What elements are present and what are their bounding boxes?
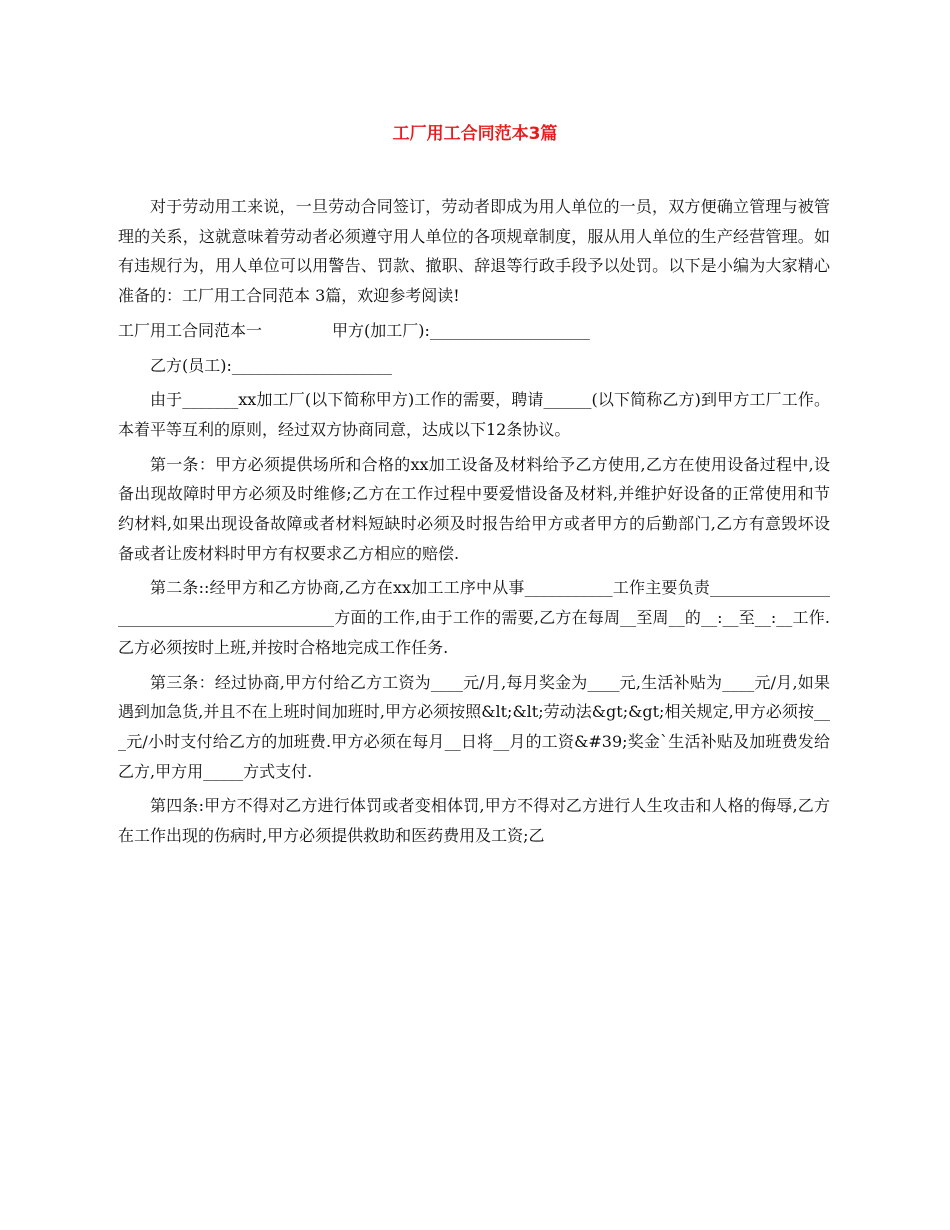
intro-paragraph: 对于劳动用工来说，一旦劳动合同签订，劳动者即成为用人单位的一员，双方便确立管理与被管理的关系，这就意味着劳动者必须遵守用人单位的各项规章制度，服从用人单位的生产经营管理。如有违规行为，用人单位可以用警告、罚款、撤职、辞退等行政手段予以处罚。以下是小编为大家精心准备的：工厂用工合同范本 3篇，欢迎参考阅读! [118,197,830,306]
purpose-paragraph: 由于_______xx加工厂(以下简称甲方)工作的需要，聘请______(以下简称乙方)到甲方工厂工作。本着平等互利的原则，经过双方协商同意，达成以下12条协议。 [118,390,830,439]
document-body [118,192,830,856]
party-b-line: 乙方(员工):____________________ [150,355,392,375]
article-2-paragraph: 第二条::经甲方和乙方协商,乙方在xx加工工序中从事___________工作主要负责__________________________________________方面的工作,由于工作的需要,乙方在每周__至周__的__:__至__:__工作.乙方必须按时上班,并按时合格地完成工作任务. [118,578,830,657]
article-1-paragraph: 第一条：甲方必须提供场所和合格的xx加工设备及材料给予乙方使用,乙方在使用设备过程中,设备出现故障时甲方必须及时维修;乙方在工作过程中要爱惜设备及材料,并维护好设备的正常使用和节约材料,如果出现设备故障或者材料短缺时必须及时报告给甲方或者甲方的后勤部门,乙方有意毁坏设备或者让废材料时甲方有权要求乙方相应的赔偿. [118,454,830,563]
document-title: 工厂用工合同范本3篇 [392,124,558,144]
party-a-line: 甲方(加工厂):____________________ [332,320,590,340]
section-title: 工厂用工合同范本一 [118,320,263,340]
article-3-paragraph: 第三条：经过协商,甲方付给乙方工资为____元/月,每月奖金为____元,生活补贴为____元/月,如果遇到加急货,并且不在上班时间加班时,甲方必须按照&lt;&lt;劳动法&gt;&gt;相关规定,甲方必须按___元/小时支付给乙方的加班费.甲方必须在每月__日将__月的工资&#39;奖金`生活补贴及加班费发给乙方,甲方用_____方式支付. [118,672,830,781]
section-heading-line [118,316,830,346]
article-4-paragraph: 第四条:甲方不得对乙方进行体罚或者变相体罚,甲方不得对乙方进行人生攻击和人格的侮辱,乙方在工作出现的伤病时,甲方必须提供救助和医药费用及工资;乙 [118,796,830,846]
